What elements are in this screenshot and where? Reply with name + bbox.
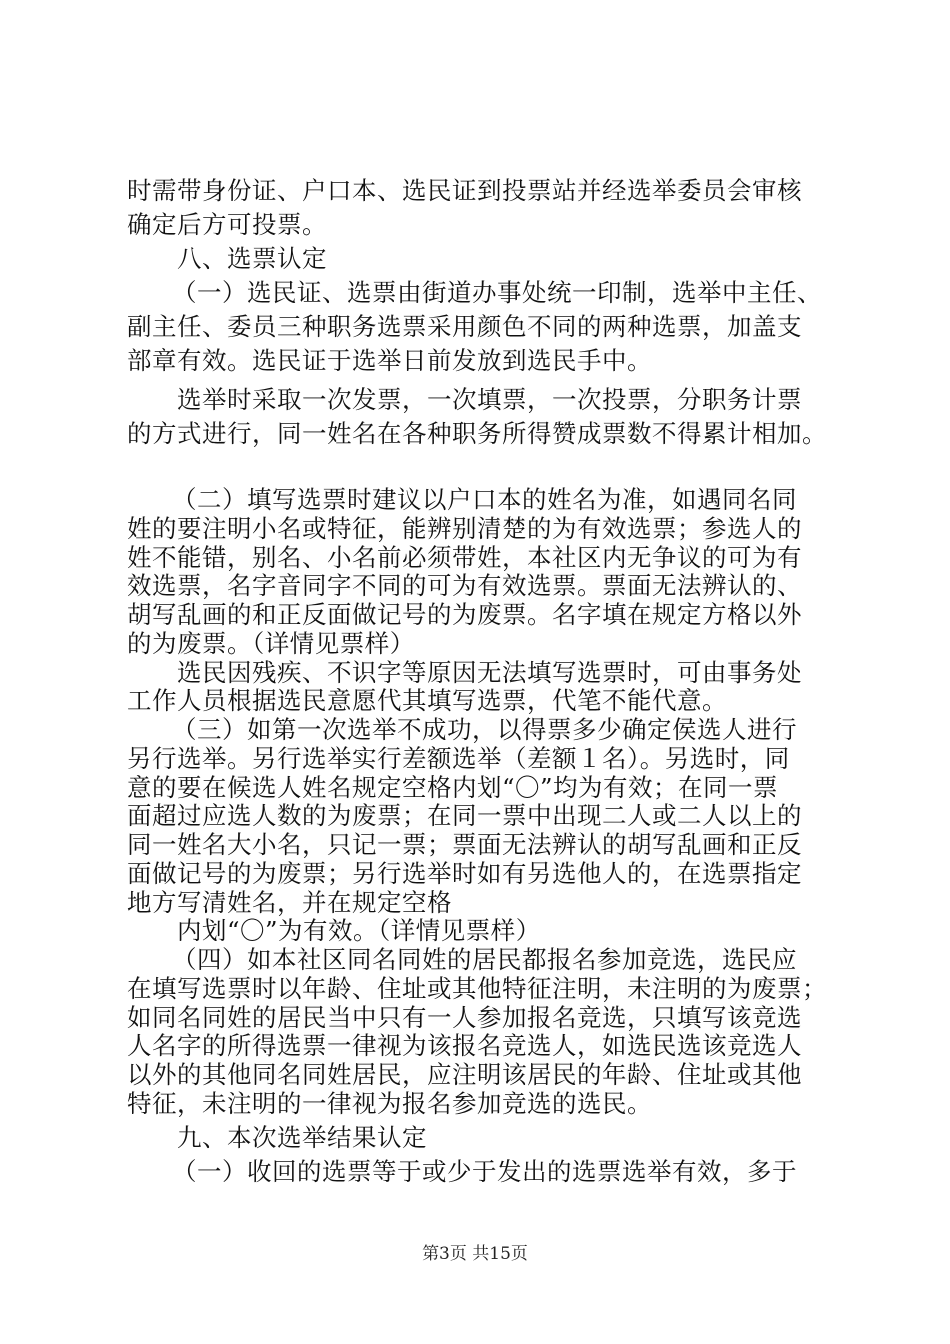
body-line: 人名字的所得选票一律视为该报名竞选人，如选民选该竞选人 xyxy=(127,1031,802,1060)
body-line: 地方写清姓名，并在规定空格 xyxy=(127,888,452,917)
body-line: 特征，未注明的一律视为报名参加竞选的选民。 xyxy=(127,1089,652,1118)
body-line: 同一姓名大小名，只记一票；票面无法辨认的胡写乱画和正反 xyxy=(127,830,802,859)
body-line: （一）收回的选票等于或少于发出的选票选举有效，多于 xyxy=(172,1157,797,1186)
body-line: 工作人员根据选民意愿代其填写选票，代笔不能代意。 xyxy=(127,686,727,715)
body-line: 以外的其他同名同姓居民，应注明该居民的年龄、住址或其他 xyxy=(127,1060,802,1089)
body-line: 姓不能错，别名、小名前必须带姓，本社区内无争议的可为有 xyxy=(127,543,802,572)
body-line: 面超过应选人数的为废票；在同一票中出现二人或二人以上的 xyxy=(127,801,802,830)
body-line: 效选票，名字音同字不同的可为有效选票。票面无法辨认的、 xyxy=(127,571,802,600)
body-line: 的方式进行，同一姓名在各种职务所得赞成票数不得累计相加。 xyxy=(127,419,827,448)
body-line: （三）如第一次选举不成功，以得票多少确定侯选人进行 xyxy=(172,715,797,744)
body-line: 另行选举。另行选举实行差额选举（差额１名）。另选时，同 xyxy=(127,744,790,773)
body-line: 选民因残疾、不识字等原因无法填写选票时，可由事务处 xyxy=(177,658,802,687)
page-footer: 第3页 共15页 xyxy=(422,1244,528,1264)
body-line: 姓的要注明小名或特征，能辨别清楚的为有效选票；参选人的 xyxy=(127,514,802,543)
body-line: 部章有效。选民证于选举日前发放到选民手中。 xyxy=(127,346,652,375)
section-heading: 九、本次选举结果认定 xyxy=(177,1123,427,1152)
body-line: （二）填写选票时建议以户口本的姓名为准，如遇同名同 xyxy=(172,485,797,514)
body-line: 内划“〇”为有效。（详情见票样） xyxy=(177,916,541,945)
body-line: 在填写选票时以年龄、住址或其他特征注明，未注明的为废票； xyxy=(127,974,827,1003)
body-line: 意的要在候选人姓名规定空格内划“〇”均为有效；在同一票 xyxy=(127,773,779,802)
body-line: （四）如本社区同名同姓的居民都报名参加竞选，选民应 xyxy=(172,945,797,974)
body-line: 副主任、委员三种职务选票采用颜色不同的两种选票，加盖支 xyxy=(127,312,802,341)
body-line: 如同名同姓的居民当中只有一人参加报名竞选，只填写该竞选 xyxy=(127,1003,802,1032)
body-line: 选举时采取一次发票，一次填票，一次投票，分职务计票 xyxy=(177,385,802,414)
body-line: 胡写乱画的和正反面做记号的为废票。名字填在规定方格以外 xyxy=(127,600,802,629)
body-line: （一）选民证、选票由街道办事处统一印制，选举中主任、 xyxy=(172,278,822,307)
body-line: 确定后方可投票。 xyxy=(127,210,327,239)
body-line: 时需带身份证、户口本、选民证到投票站并经选举委员会审核 xyxy=(127,176,802,205)
body-line: 的为废票。（详情见票样） xyxy=(127,629,415,658)
body-line: 面做记号的为废票；另行选举时如有另选他人的，在选票指定 xyxy=(127,859,802,888)
section-heading: 八、选票认定 xyxy=(177,244,327,273)
